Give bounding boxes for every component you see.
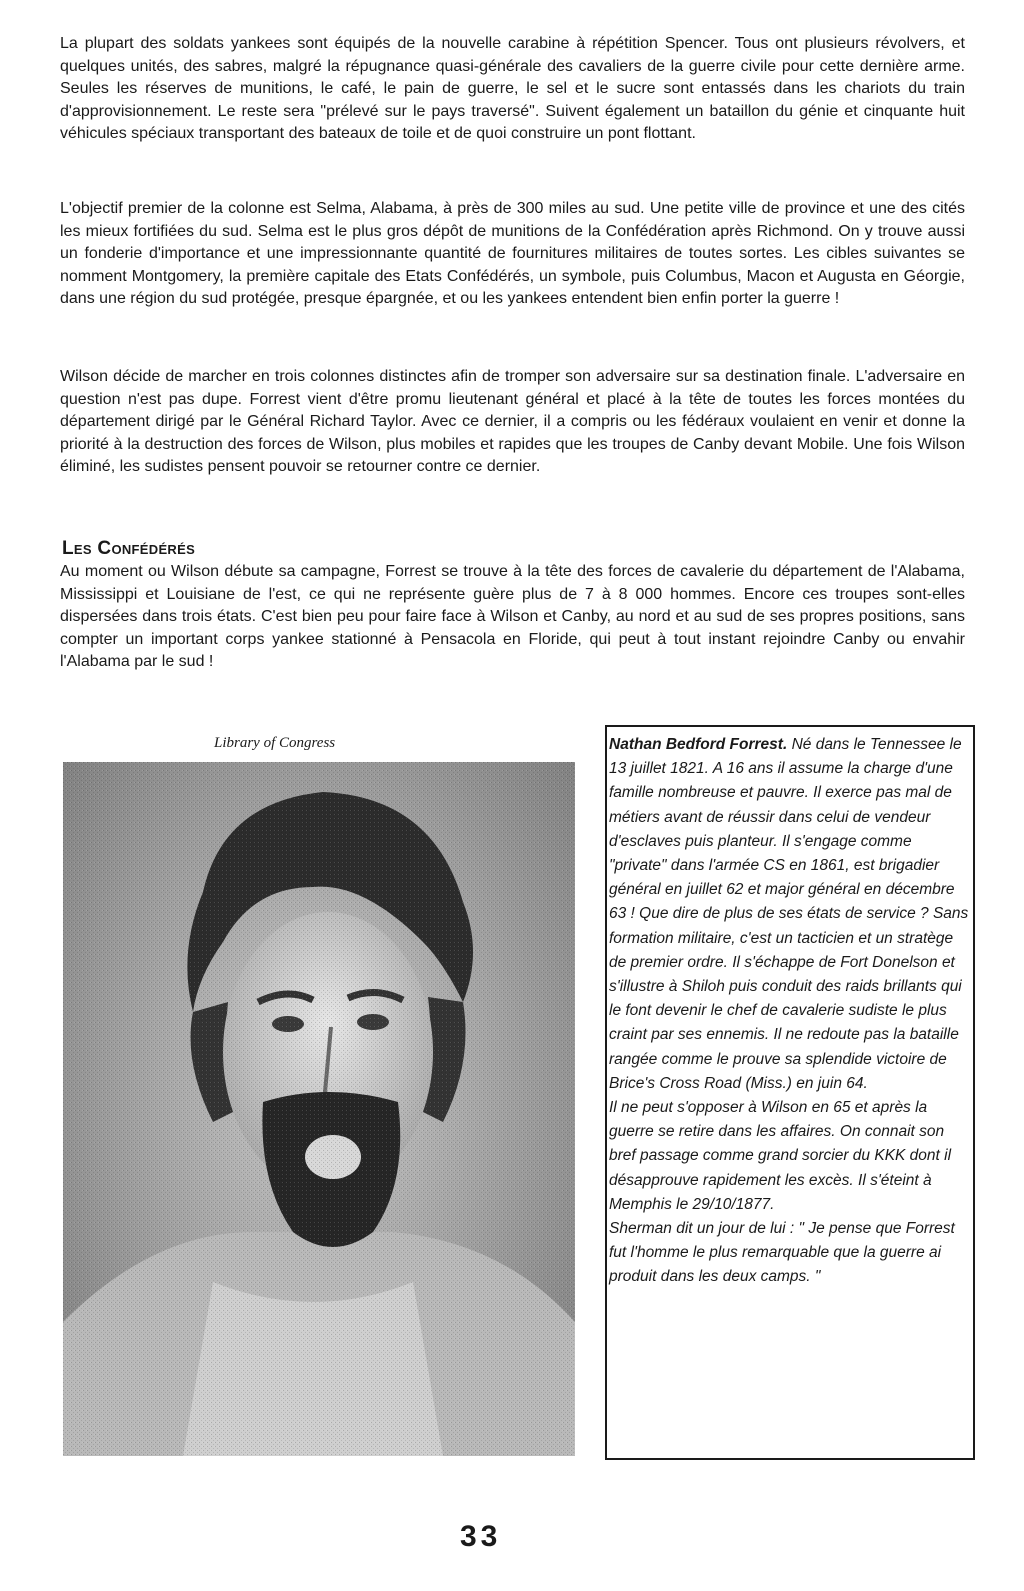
page-number: 33 (460, 1520, 502, 1553)
photo-credit: Library of Congress (214, 735, 336, 751)
biography-sidebar (605, 725, 975, 1460)
paragraph-spencer-carbines: La plupart des soldats yankees sont équipés de la nouvelle carabine à répétition Spencer. Tous ont plusieurs révolvers, et quelques unités, des sabres, malgré la répugnance quasi-générale des cavaliers de la guerre civile pour cette dernière arme. Seules les réserves de munitions, le café, le pain de guerre, le sel et le sucre sont entassés dans les chariots du train d'approvisionnement. Le reste sera "prélevé sur le pays traversé". Suivent également un bataillon du génie et cinquante huit véhicules spéciaux transportant des bateaux de toile et de quoi construire un pont flottant. (60, 35, 965, 143)
sidebar-quote: Sherman dit un jour de lui : " Je pense que Forrest fut l'homme le plus remarquable que la guerre ai produit dans les deux camps. " (609, 1220, 955, 1286)
sidebar-after-war: Il ne peut s'opposer à Wilson en 65 et après la guerre se retire dans les affaires. On connait son bref passage comme grand sorcier du KKK dont il désapprouve rapidement les excès. Il s'éteint à Memphis le 29/10/1877. (609, 1099, 952, 1213)
sidebar-name: Nathan Bedford Forrest. (609, 736, 788, 753)
portrait-photo (63, 762, 575, 1456)
sidebar-bio-paragraph (609, 733, 969, 1096)
section-title: Les Confédérés (62, 538, 196, 559)
sidebar-bio-text: Né dans le Tennessee le 13 juillet 1821. A 16 ans il assume la charge d'une famille nombreuse et pauvre. Il exerce pas mal de métiers avant de réussir dans celui de vendeur d'esclaves puis planteur. Il s'engage comme "private" dans l'armée CS en 1861, est brigadier général en juillet 62 et major général en décembre 63 ! Que dire de plus de ses états de service ? Sans formation militaire, c'est un tacticien et un stratège de premier ordre. Il s'échappe de Fort Donelson et s'illustre à Shiloh puis conduit des raids brillants qui le font devenir le chef de cavalerie sudiste le plus craint par ses ennemis. Il ne redoute pas la bataille rangée comme le prouve sa splendide victoire de Brice's Cross Road (Miss.) en juin 64. (609, 736, 969, 1092)
paragraph-selma-objective: L'objectif premier de la colonne est Selma, Alabama, à près de 300 miles au sud. Une petite ville de province et une des cités les mieux fortifiées du sud. Selma est le plus gros dépôt de munitions de la Confédération après Richmond. On y trouve aussi un fonderie d'importance et une impressionnante quantité de fournitures militaires de toutes sortes. Les cibles suivantes se nomment Montgomery, la première capitale des Etats Confédérés, un symbole, puis Columbus, Macon et Augusta en Géorgie, dans une région du sud protégée, presque épargnée, et ou les yankees entendent bien enfin porter la guerre ! (60, 200, 965, 308)
portrait-image (63, 762, 575, 1456)
paragraph-confederates: Au moment ou Wilson débute sa campagne, Forrest se trouve à la tête des forces de cavalerie du département de l'Alabama, Mississippi et Louisiane de l'est, ce qui ne représente guère plus de 7 à 8 000 hommes. Encore ces troupes sont-elles dispersées dans trois états. C'est bien peu pour faire face à Wilson et Canby, au nord et au sud de ses propres positions, sans compter un important corps yankee stationné à Pensacola en Floride, qui peut à tout instant rejoindre Canby ou envahir l'Alabama par le sud ! (60, 563, 965, 671)
paragraph-three-columns: Wilson décide de marcher en trois colonnes distinctes afin de tromper son adversaire sur sa destination finale. L'adversaire en question n'est pas dupe. Forrest vient d'être promu lieutenant général et placé à la tête de toutes les forces montées du département dirigé par le Général Richard Taylor. Avec ce dernier, il a compris ou les fédéraux voulaient en venir et donne la priorité à la destruction des forces de Wilson, plus mobiles et rapides que les troupes de Canby devant Mobile. Une fois Wilson éliminé, les sudistes pensent pouvoir se retourner contre ce dernier. (60, 368, 965, 476)
